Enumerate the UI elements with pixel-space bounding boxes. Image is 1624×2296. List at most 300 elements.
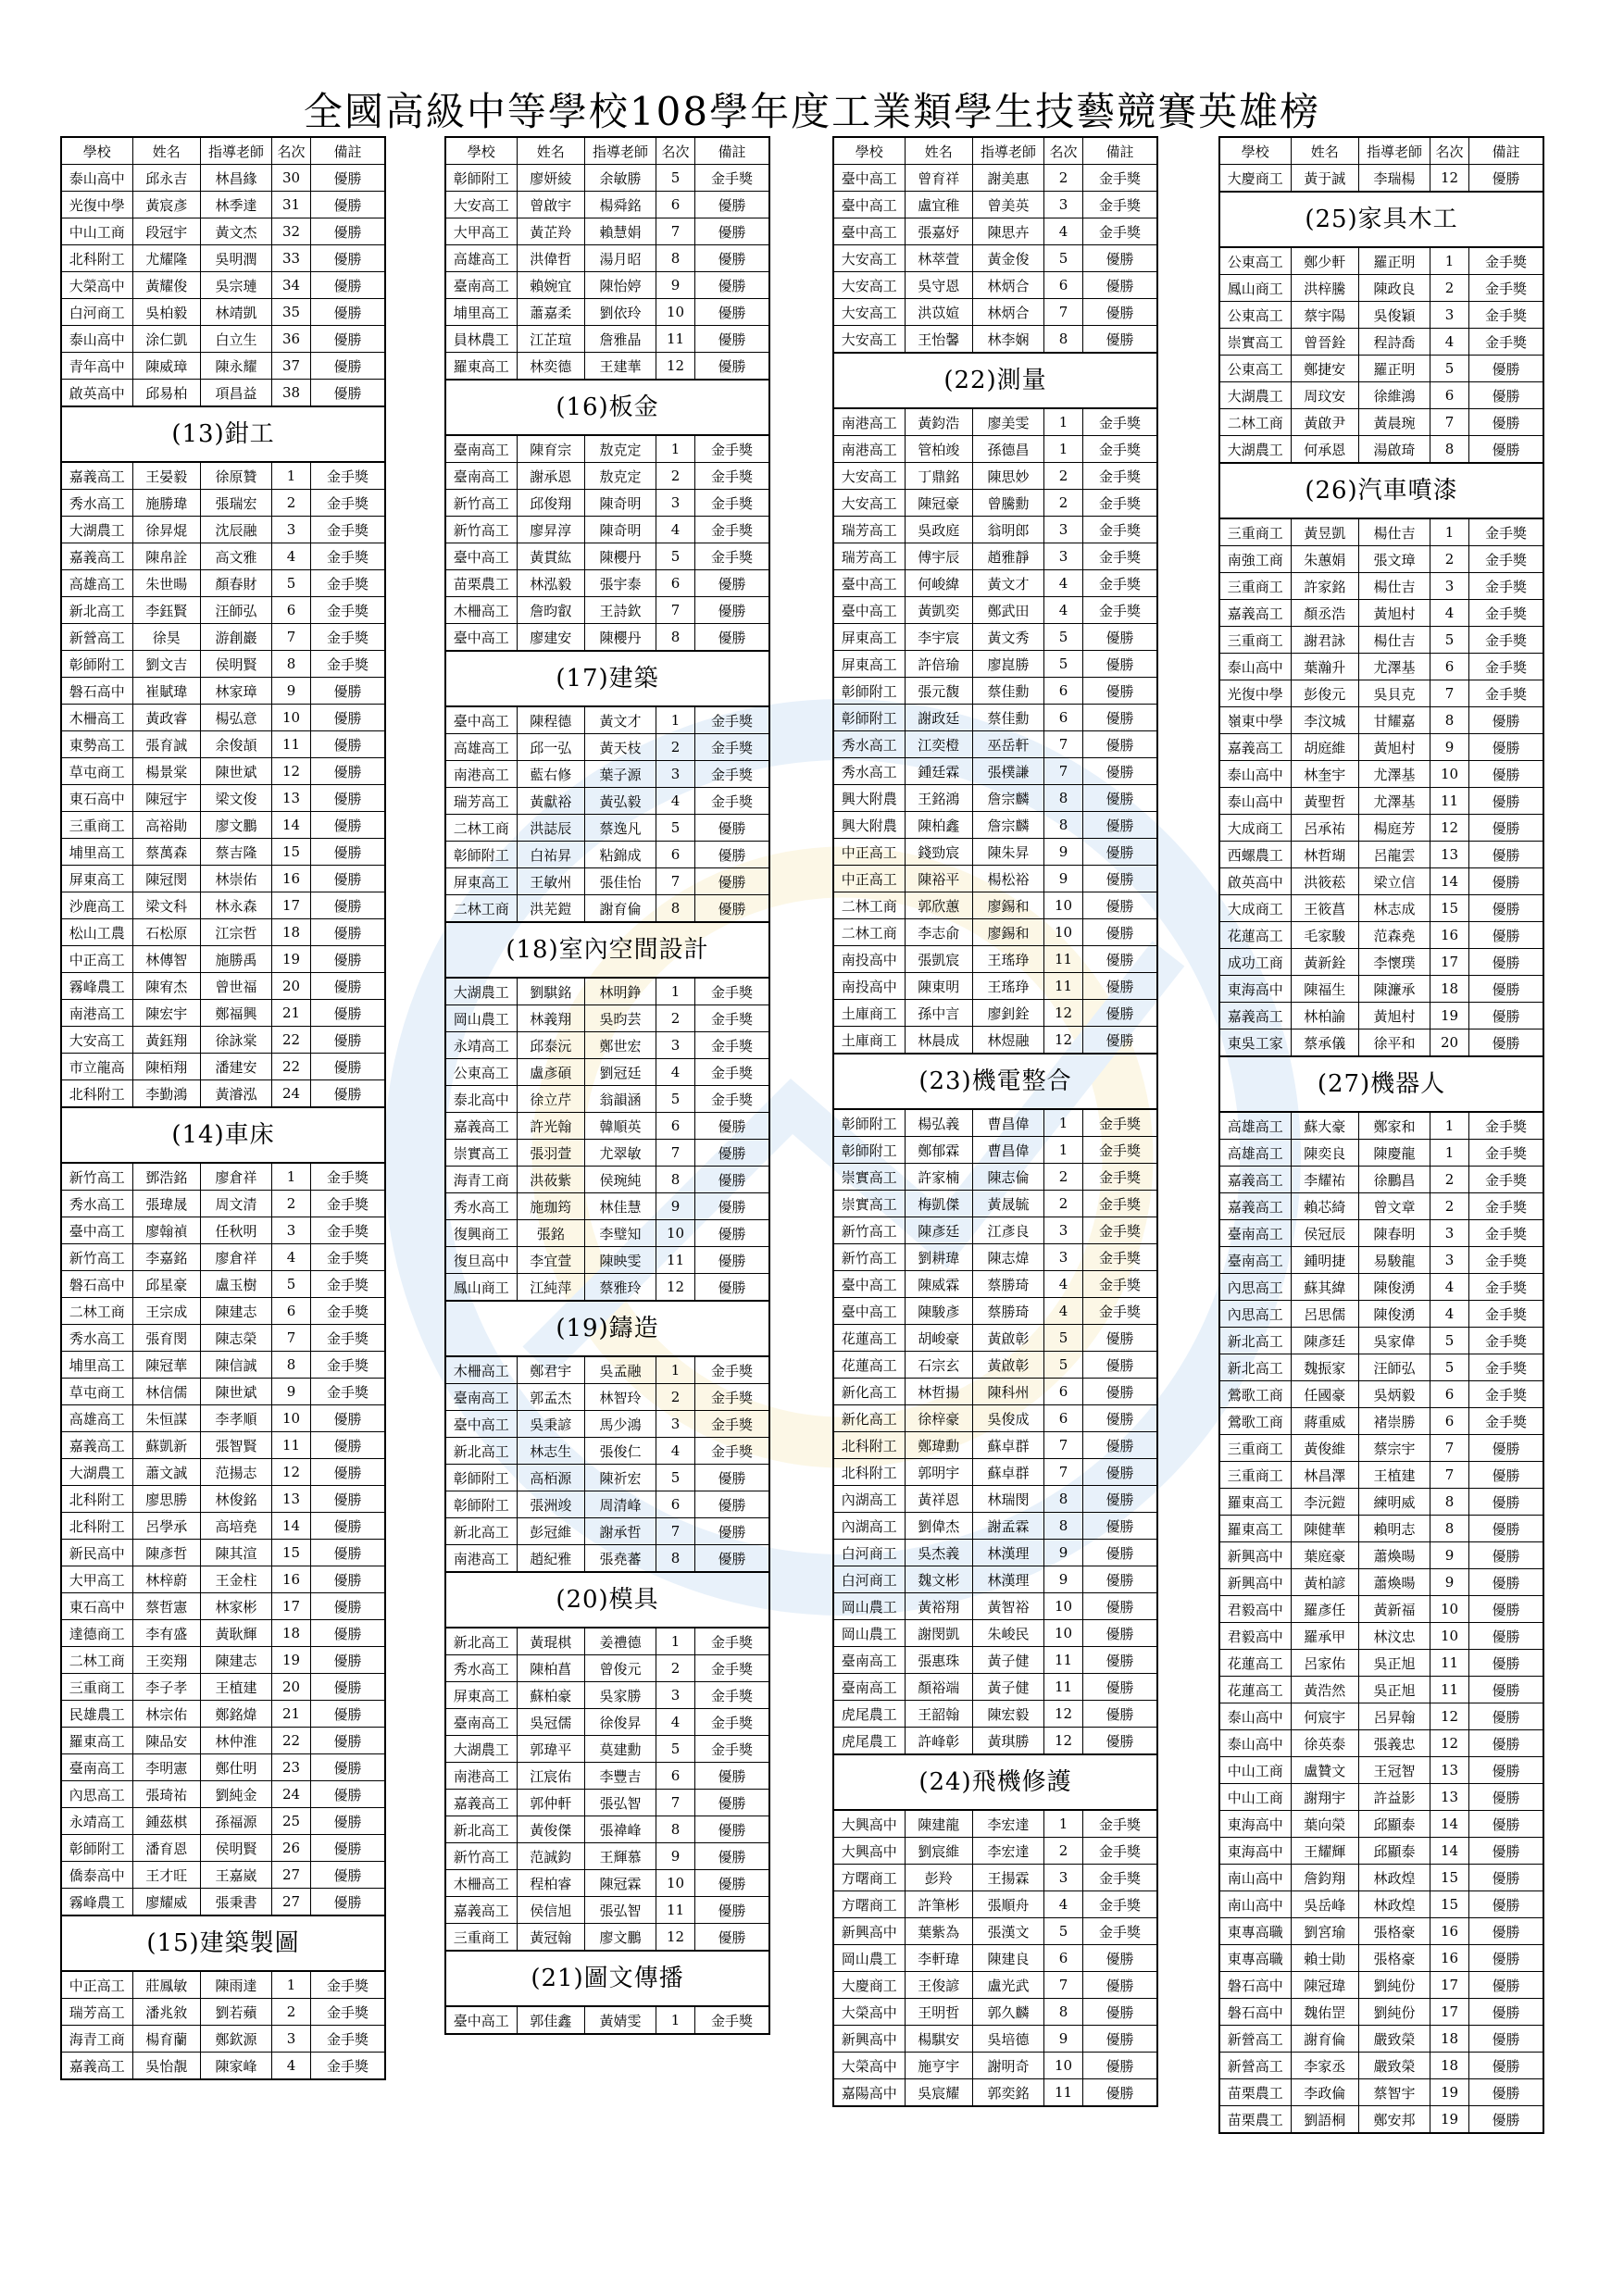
table-cell: 張瑞宏 xyxy=(201,490,272,517)
table-cell: 李子孝 xyxy=(132,1674,201,1701)
table-cell: 民雄農工 xyxy=(61,1701,132,1728)
table-cell: 崇實高工 xyxy=(833,1191,905,1217)
table-cell: 8 xyxy=(1044,326,1083,354)
table-cell: 優勝 xyxy=(1083,1352,1158,1379)
table-cell: 黃芷羚 xyxy=(517,218,585,245)
table-cell: 二林工商 xyxy=(833,919,905,946)
table-row xyxy=(833,1593,1157,1620)
table-cell: 優勝 xyxy=(1469,436,1544,464)
table-cell: 詹宗麟 xyxy=(973,812,1044,839)
table-row xyxy=(445,435,769,463)
table-row xyxy=(445,1628,769,1655)
table-cell: 臺中高工 xyxy=(61,1217,132,1244)
column-header: 名次 xyxy=(1044,137,1083,165)
table-cell: 蔡佳勳 xyxy=(973,705,1044,731)
table-cell: 洪苡媗 xyxy=(905,299,973,326)
table-cell: 臺中高工 xyxy=(445,624,517,652)
table-cell: 劉文吉 xyxy=(132,651,201,678)
results-table xyxy=(444,977,770,1302)
table-cell: 木柵高工 xyxy=(445,597,517,624)
table-row xyxy=(445,299,769,326)
table-cell: 王建華 xyxy=(585,353,656,381)
table-cell: 白河商工 xyxy=(833,1540,905,1566)
table-cell: 大榮高中 xyxy=(833,2053,905,2079)
table-cell: 施亨宇 xyxy=(905,2053,973,2079)
table-cell: 南投高中 xyxy=(833,946,905,973)
table-cell: 三重商工 xyxy=(61,1674,132,1701)
table-cell: 23 xyxy=(272,1754,311,1781)
table-cell: 廖倉祥 xyxy=(201,1163,272,1191)
table-cell: 優勝 xyxy=(1083,2079,1158,2107)
table-cell: 花蓮高工 xyxy=(833,1325,905,1352)
table-row xyxy=(61,705,385,731)
table-cell: 郭明宇 xyxy=(905,1459,973,1486)
table-cell: 金手獎 xyxy=(311,624,386,651)
table-cell: 優勝 xyxy=(695,192,770,218)
table-cell: 陳程德 xyxy=(517,706,585,734)
table-row xyxy=(445,1491,769,1518)
table-cell: 張弘智 xyxy=(585,1790,656,1816)
table-cell: 中正高工 xyxy=(61,1971,132,1999)
table-cell: 吳正旭 xyxy=(1359,1677,1430,1703)
table-cell: 9 xyxy=(1044,1566,1083,1593)
table-cell: 林汶忠 xyxy=(1359,1623,1430,1650)
table-cell: 孫福源 xyxy=(201,1808,272,1835)
table-cell: 林家彬 xyxy=(201,1593,272,1620)
table-cell: 金手獎 xyxy=(1469,654,1544,680)
table-cell: 優勝 xyxy=(1083,812,1158,839)
table-cell: 11 xyxy=(1044,1647,1083,1674)
table-row xyxy=(1219,1220,1543,1247)
table-row xyxy=(833,1972,1157,1999)
table-cell: 臺中高工 xyxy=(833,218,905,245)
table-cell: 林萃萱 xyxy=(905,245,973,272)
table-cell: 1 xyxy=(1044,1137,1083,1164)
results-table xyxy=(444,705,770,923)
table-cell: 10 xyxy=(1430,761,1469,788)
table-cell: 金手獎 xyxy=(695,1384,770,1411)
table-row xyxy=(833,192,1157,218)
table-cell: 王植建 xyxy=(201,1674,272,1701)
table-row xyxy=(61,1647,385,1674)
table-cell: 優勝 xyxy=(695,1167,770,1193)
table-cell: 楊仕吉 xyxy=(1359,573,1430,600)
table-cell: 高雄高工 xyxy=(61,1405,132,1432)
table-row xyxy=(833,919,1157,946)
table-cell: 東石高中 xyxy=(61,785,132,812)
table-cell: 1 xyxy=(272,462,311,490)
table-cell: 達德商工 xyxy=(61,1620,132,1647)
table-cell: 吳怡靚 xyxy=(132,2053,201,2080)
table-cell: 趙紀雅 xyxy=(517,1545,585,1573)
table-cell: 大安高工 xyxy=(833,326,905,354)
table-cell: 大安高工 xyxy=(833,245,905,272)
table-cell: 林俊銘 xyxy=(201,1486,272,1513)
table-row xyxy=(833,1838,1157,1865)
table-cell: 10 xyxy=(656,1870,695,1897)
table-cell: 5 xyxy=(1430,1354,1469,1381)
table-cell: 黃昱凱 xyxy=(1291,518,1359,546)
table-cell: 金手獎 xyxy=(311,1298,386,1325)
table-cell: 嘉義高工 xyxy=(1219,1193,1291,1220)
table-cell: 張義忠 xyxy=(1359,1730,1430,1757)
table-cell: 3 xyxy=(1430,1220,1469,1247)
table-cell: 臺南高工 xyxy=(1219,1247,1291,1274)
table-header-row xyxy=(833,137,1157,165)
table-cell: 15 xyxy=(272,1540,311,1566)
table-cell: 中山工商 xyxy=(1219,1757,1291,1784)
table-cell: 10 xyxy=(656,299,695,326)
table-cell: 優勝 xyxy=(695,1491,770,1518)
table-cell: 20 xyxy=(272,973,311,1000)
table-cell: 優勝 xyxy=(1083,1000,1158,1027)
table-cell: 翁明郎 xyxy=(973,517,1044,543)
table-row xyxy=(1219,1569,1543,1596)
table-cell: 詹昀叡 xyxy=(517,597,585,624)
table-cell: 6 xyxy=(1044,272,1083,299)
table-row xyxy=(61,1486,385,1513)
table-row xyxy=(61,919,385,946)
column-header: 姓名 xyxy=(1291,137,1359,165)
table-cell: 2 xyxy=(1044,1191,1083,1217)
table-cell: 林李娴 xyxy=(973,326,1044,354)
table-cell: 4 xyxy=(656,517,695,543)
table-cell: 許家楠 xyxy=(905,1164,973,1191)
table-cell: 胡峻豪 xyxy=(905,1325,973,1352)
table-cell: 金手獎 xyxy=(1469,518,1544,546)
table-cell: 優勝 xyxy=(695,868,770,895)
table-cell: 興大附農 xyxy=(833,812,905,839)
table-cell: 6 xyxy=(272,597,311,624)
table-cell: 優勝 xyxy=(1083,866,1158,892)
table-cell: 優勝 xyxy=(1469,815,1544,842)
table-cell: 方曙商工 xyxy=(833,1865,905,1891)
table-cell: 3 xyxy=(1044,1244,1083,1271)
table-cell: 優勝 xyxy=(1083,731,1158,758)
table-cell: 劉偉杰 xyxy=(905,1513,973,1540)
table-cell: 新北高工 xyxy=(61,597,132,624)
table-row xyxy=(833,436,1157,463)
table-row xyxy=(1219,2026,1543,2053)
table-cell: 8 xyxy=(656,624,695,652)
table-cell: 江芷瑄 xyxy=(517,326,585,353)
table-cell: 嶺東中學 xyxy=(1219,707,1291,734)
table-cell: 霧峰農工 xyxy=(61,1889,132,1916)
table-row xyxy=(1219,1677,1543,1703)
table-cell: 優勝 xyxy=(311,1405,386,1432)
table-cell: 黃裕翔 xyxy=(905,1593,973,1620)
table-cell: 7 xyxy=(656,1790,695,1816)
table-cell: 任秋明 xyxy=(201,1217,272,1244)
table-cell: 優勝 xyxy=(1083,1325,1158,1352)
table-row xyxy=(61,946,385,973)
table-cell: 金手獎 xyxy=(1083,1891,1158,1918)
table-cell: 朱峻民 xyxy=(973,1620,1044,1647)
table-cell: 優勝 xyxy=(1083,1027,1158,1054)
table-cell: 優勝 xyxy=(695,218,770,245)
table-cell: 黃獻裕 xyxy=(517,788,585,815)
table-row xyxy=(445,517,769,543)
table-cell: 17 xyxy=(1430,1972,1469,1999)
table-cell: 黃啟尹 xyxy=(1291,409,1359,436)
table-cell: 蔡吉隆 xyxy=(201,839,272,866)
table-cell: 臺中高工 xyxy=(445,706,517,734)
table-cell: 陳彥廷 xyxy=(905,1217,973,1244)
table-cell: 廖美雯 xyxy=(973,408,1044,436)
table-cell: 優勝 xyxy=(1083,1432,1158,1459)
table-cell: 梁立信 xyxy=(1359,868,1430,895)
table-cell: 26 xyxy=(272,1835,311,1862)
table-cell: 楊騏安 xyxy=(905,2026,973,2053)
table-cell: 羅彥任 xyxy=(1291,1596,1359,1623)
table-cell: 曾晉銓 xyxy=(1291,329,1359,356)
table-cell: 臺南高工 xyxy=(445,435,517,463)
table-cell: 臺中高工 xyxy=(445,2006,517,2034)
table-cell: 高雄高工 xyxy=(1219,1140,1291,1167)
table-cell: 金手獎 xyxy=(1083,543,1158,570)
table-cell: 高雄高工 xyxy=(445,734,517,761)
table-cell: 大湖農工 xyxy=(61,517,132,543)
table-cell: 吳俊成 xyxy=(973,1405,1044,1432)
table-cell: 黃婧雯 xyxy=(585,2006,656,2034)
table-cell: 6 xyxy=(656,842,695,868)
table-cell: 沙鹿高工 xyxy=(61,892,132,919)
table-cell: 北科附工 xyxy=(61,1513,132,1540)
table-cell: 優勝 xyxy=(1469,1623,1544,1650)
table-cell: 程柏睿 xyxy=(517,1870,585,1897)
table-cell: 8 xyxy=(656,895,695,923)
table-cell: 虎尾農工 xyxy=(833,1728,905,1755)
table-cell: 金手獎 xyxy=(1469,247,1544,275)
table-cell: 金手獎 xyxy=(695,1356,770,1384)
table-cell: 彰師附工 xyxy=(61,651,132,678)
table-cell: 項昌益 xyxy=(201,380,272,407)
table-cell: 顏春財 xyxy=(201,570,272,597)
table-cell: 1 xyxy=(656,978,695,1005)
table-row xyxy=(1219,788,1543,815)
table-cell: 李宏達 xyxy=(973,1810,1044,1838)
table-row xyxy=(1219,1301,1543,1328)
table-cell: 虎尾農工 xyxy=(833,1701,905,1728)
table-cell: 10 xyxy=(1044,919,1083,946)
table-row xyxy=(61,1298,385,1325)
table-cell: 尤耀隆 xyxy=(132,245,201,272)
table-cell: 金手獎 xyxy=(311,1352,386,1379)
table-cell: 徐原贊 xyxy=(201,462,272,490)
table-row xyxy=(833,1810,1157,1838)
table-cell: 優勝 xyxy=(1469,1462,1544,1489)
table-cell: 優勝 xyxy=(695,326,770,353)
table-cell: 優勝 xyxy=(311,1513,386,1540)
table-cell: 張琦祐 xyxy=(132,1781,201,1808)
table-cell: 任國豪 xyxy=(1291,1381,1359,1408)
table-cell: 陳育宗 xyxy=(517,435,585,463)
table-cell: 5 xyxy=(1044,651,1083,678)
table-row xyxy=(61,597,385,624)
table-cell: 瑞芳高工 xyxy=(833,543,905,570)
table-cell: 曾騰勳 xyxy=(973,490,1044,517)
table-cell: 崇實高工 xyxy=(833,1164,905,1191)
table-row xyxy=(833,597,1157,624)
table-cell: 施勝瑋 xyxy=(132,490,201,517)
table-cell: 2 xyxy=(1044,1164,1083,1191)
table-row xyxy=(833,1865,1157,1891)
table-cell: 新北高工 xyxy=(445,1628,517,1655)
table-cell: 東石高中 xyxy=(61,1593,132,1620)
table-cell: 翁韻涵 xyxy=(585,1086,656,1113)
table-cell: 湯啟琦 xyxy=(1359,436,1430,464)
table-cell: 湯月昭 xyxy=(585,245,656,272)
table-cell: 5 xyxy=(1044,245,1083,272)
table-cell: 傅宇辰 xyxy=(905,543,973,570)
table-cell: 臺中高工 xyxy=(445,543,517,570)
table-cell: 金手獎 xyxy=(695,978,770,1005)
table-row xyxy=(833,165,1157,192)
table-cell: 19 xyxy=(1430,2079,1469,2106)
table-cell: 李宇宸 xyxy=(905,624,973,651)
table-cell: 金手獎 xyxy=(695,761,770,788)
table-cell: 4 xyxy=(1430,329,1469,356)
table-row xyxy=(1219,1489,1543,1516)
table-cell: 王耀輝 xyxy=(1291,1838,1359,1865)
table-row xyxy=(833,2053,1157,2079)
table-cell: 南投高中 xyxy=(833,973,905,1000)
table-cell: 優勝 xyxy=(1469,1784,1544,1811)
table-row xyxy=(61,272,385,299)
table-cell: 永靖高工 xyxy=(61,1808,132,1835)
table-cell: 金手獎 xyxy=(1083,490,1158,517)
table-cell: 彭俊元 xyxy=(1291,680,1359,707)
table-cell: 優勝 xyxy=(1083,1459,1158,1486)
table-cell: 優勝 xyxy=(1083,1972,1158,1999)
table-row xyxy=(445,1193,769,1220)
table-cell: 張宇泰 xyxy=(585,570,656,597)
table-cell: 11 xyxy=(1430,1677,1469,1703)
results-table xyxy=(832,1809,1158,2107)
table-cell: 16 xyxy=(272,1566,311,1593)
table-cell: 中山工商 xyxy=(1219,1784,1291,1811)
table-cell: 屏東高工 xyxy=(833,624,905,651)
table-cell: 洪筱菘 xyxy=(1291,868,1359,895)
table-cell: 4 xyxy=(656,1059,695,1086)
table-cell: 優勝 xyxy=(1469,409,1544,436)
table-cell: 陳朱昇 xyxy=(973,839,1044,866)
table-cell: 南港高工 xyxy=(445,1763,517,1790)
column-header: 學校 xyxy=(833,137,905,165)
table-cell: 李志俞 xyxy=(905,919,973,946)
table-cell: 9 xyxy=(272,1379,311,1405)
table-cell: 金手獎 xyxy=(1469,1354,1544,1381)
table-cell: 金手獎 xyxy=(311,462,386,490)
table-cell: 范森堯 xyxy=(1359,922,1430,949)
table-row xyxy=(1219,1999,1543,2026)
table-cell: 周玟安 xyxy=(1291,382,1359,409)
table-cell: 17 xyxy=(272,892,311,919)
table-cell: 黃耿輝 xyxy=(201,1620,272,1647)
column-header: 指導老師 xyxy=(585,137,656,165)
table-cell: 鄭安邦 xyxy=(1359,2106,1430,2134)
table-cell: 優勝 xyxy=(695,842,770,868)
table-cell: 新竹高工 xyxy=(445,1843,517,1870)
table-cell: 1 xyxy=(272,1163,311,1191)
table-cell: 金手獎 xyxy=(1083,1865,1158,1891)
table-cell: 優勝 xyxy=(1469,1569,1544,1596)
table-cell: 張羽萱 xyxy=(517,1140,585,1167)
table-cell: 陳科州 xyxy=(973,1379,1044,1405)
table-cell: 曾啟宇 xyxy=(517,192,585,218)
table-row xyxy=(61,1566,385,1593)
table-cell: 管柏竣 xyxy=(905,436,973,463)
section-title: (18)室內空間設計 xyxy=(444,923,770,977)
table-cell: 鍾茲棋 xyxy=(132,1808,201,1835)
table-cell: 優勝 xyxy=(311,1808,386,1835)
table-cell: 木柵高工 xyxy=(445,1870,517,1897)
table-cell: 8 xyxy=(1044,812,1083,839)
table-cell: 12 xyxy=(1044,1000,1083,1027)
table-cell: 優勝 xyxy=(1469,1972,1544,1999)
table-cell: 黃政睿 xyxy=(132,705,201,731)
table-cell: 3 xyxy=(656,1411,695,1438)
table-cell: 吳貝克 xyxy=(1359,680,1430,707)
table-cell: 8 xyxy=(656,1167,695,1193)
table-cell: 24 xyxy=(272,1080,311,1108)
table-row xyxy=(833,1191,1157,1217)
table-cell: 埔里高工 xyxy=(445,299,517,326)
table-cell: 內湖高工 xyxy=(833,1513,905,1540)
table-cell: 黃弘毅 xyxy=(585,788,656,815)
table-cell: 金手獎 xyxy=(311,543,386,570)
table-cell: 優勝 xyxy=(311,1889,386,1916)
table-cell: 陳奇明 xyxy=(585,490,656,517)
table-cell: 11 xyxy=(656,1897,695,1924)
table-cell: 優勝 xyxy=(1469,1029,1544,1057)
table-cell: 25 xyxy=(272,1808,311,1835)
table-cell: 優勝 xyxy=(1083,245,1158,272)
table-cell: 27 xyxy=(272,1889,311,1916)
table-cell: 李嘉銘 xyxy=(132,1244,201,1271)
table-cell: 7 xyxy=(1430,680,1469,707)
table-row xyxy=(61,218,385,245)
table-cell: 泰山高中 xyxy=(61,326,132,353)
table-cell: 12 xyxy=(1430,815,1469,842)
table-cell: 優勝 xyxy=(1469,2106,1544,2134)
table-cell: 公東高工 xyxy=(1219,247,1291,275)
table-cell: 4 xyxy=(1430,600,1469,627)
table-cell: 蔡佳勳 xyxy=(973,678,1044,705)
table-cell: 詹鈞翔 xyxy=(1291,1865,1359,1891)
table-cell: 7 xyxy=(656,218,695,245)
table-cell: 林信儒 xyxy=(132,1379,201,1405)
table-cell: 蘇卓群 xyxy=(973,1459,1044,1486)
table-row xyxy=(1219,329,1543,356)
table-row xyxy=(445,1870,769,1897)
table-cell: 新民高中 xyxy=(61,1540,132,1566)
table-cell: 優勝 xyxy=(1469,1542,1544,1569)
section-title: (24)飛機修護 xyxy=(832,1755,1158,1809)
table-cell: 東專高職 xyxy=(1219,1918,1291,1945)
table-cell: 金手獎 xyxy=(695,1655,770,1682)
table-cell: 吳炳毅 xyxy=(1359,1381,1430,1408)
table-cell: 朱蕙娟 xyxy=(1291,546,1359,573)
table-cell: 新竹高工 xyxy=(445,490,517,517)
table-cell: 吳孟融 xyxy=(585,1356,656,1384)
table-cell: 盧宜稚 xyxy=(905,192,973,218)
table-cell: 10 xyxy=(1044,1593,1083,1620)
table-cell: 羅東高工 xyxy=(1219,1516,1291,1542)
table-cell: 優勝 xyxy=(1469,1516,1544,1542)
table-cell: 優勝 xyxy=(1083,785,1158,812)
table-cell: 尤澤基 xyxy=(1359,761,1430,788)
